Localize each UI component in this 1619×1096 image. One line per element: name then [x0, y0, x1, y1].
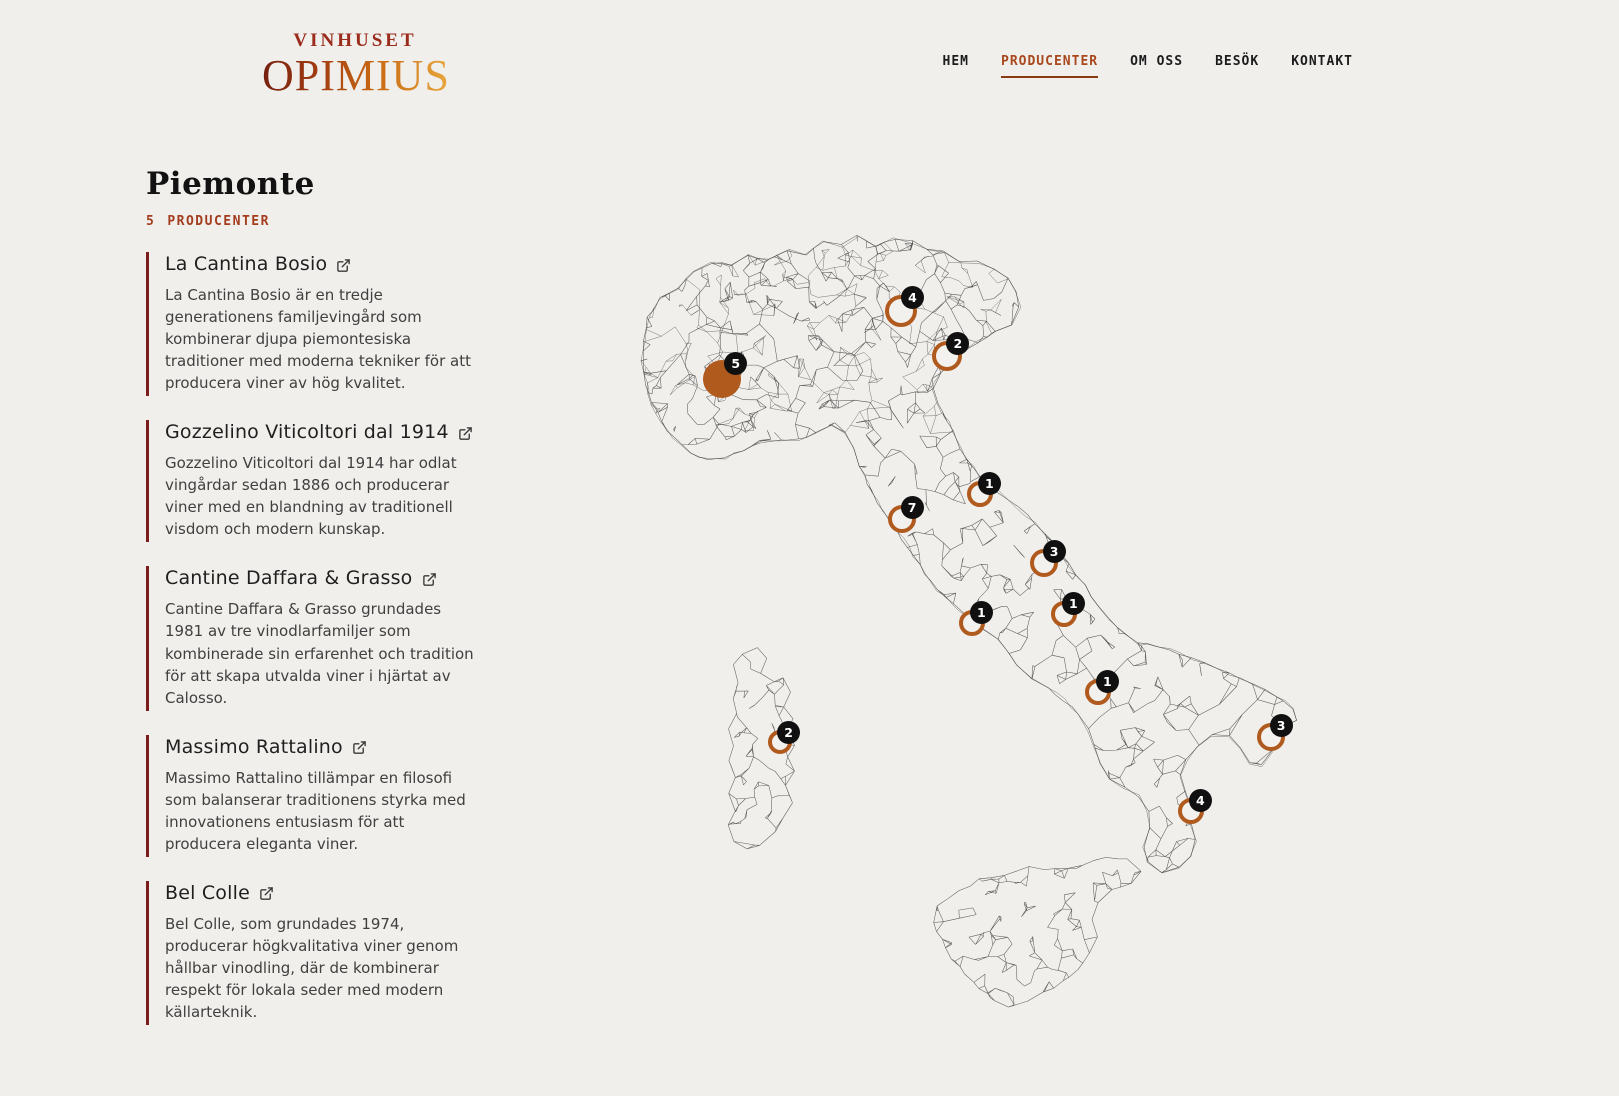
marker-count-badge[interactable]: 5	[724, 352, 747, 375]
producer-link[interactable]	[165, 253, 482, 275]
producer-count	[146, 214, 482, 229]
main-nav	[943, 54, 1353, 78]
marker-count-badge[interactable]: 1	[1062, 592, 1085, 615]
producer-link[interactable]	[165, 882, 482, 904]
producer-name: Bel Colle	[165, 881, 250, 904]
producer-count-label: PRODUCENTER	[167, 214, 270, 229]
italy-road-map	[620, 228, 1360, 1048]
producer-description: Bel Colle, som grundades 1974, producerar högkvalitativa viner genom hållbar vinodling, där de kombinerar respekt för lokala seder med modern källarteknik.	[165, 914, 459, 1022]
brand-logo[interactable]	[262, 30, 448, 98]
marker-count-badge[interactable]: 7	[901, 496, 924, 519]
road-network-lines	[934, 857, 1141, 1007]
producer-count-number: 5	[146, 214, 156, 229]
marker-count-badge[interactable]: 2	[946, 332, 969, 355]
external-link-icon	[259, 886, 274, 901]
producer-name: Cantine Daffara & Grasso	[165, 567, 413, 590]
marker-count-badge[interactable]: 1	[978, 472, 1001, 495]
producer-card	[146, 735, 482, 857]
producer-description: Gozzelino Viticoltori dal 1914 har odlat vingårdar sedan 1886 och producerar viner med en blandning av traditionell visdom och modern kunskap.	[165, 454, 457, 539]
brand-line1: VINHUSET	[293, 30, 417, 51]
external-link-icon	[352, 740, 367, 755]
marker-count-badge[interactable]: 2	[777, 721, 800, 744]
marker-count-badge[interactable]: 3	[1043, 540, 1066, 563]
producer-name: Gozzelino Viticoltori dal 1914	[165, 421, 449, 444]
external-link-icon	[336, 258, 351, 273]
road-network-lines	[643, 235, 1296, 872]
region-panel	[146, 166, 482, 1049]
marker-count-badge[interactable]: 1	[1096, 670, 1119, 693]
producer-card	[146, 420, 482, 542]
nav-item-om-oss[interactable]: OM OSS	[1130, 54, 1184, 69]
road-network-lines	[641, 236, 1297, 873]
nav-item-producenter[interactable]: PRODUCENTER	[1001, 54, 1098, 78]
producer-name: La Cantina Bosio	[165, 253, 328, 275]
producer-description: Massimo Rattalino tillämpar en filosofi som balanserar traditionens styrka med innovationens entusiasm för att producera eleganta viner.	[165, 768, 466, 853]
marker-count-badge[interactable]: 4	[901, 286, 924, 309]
external-link-icon	[458, 426, 473, 441]
producer-card	[146, 252, 482, 396]
marker-count-badge[interactable]: 4	[1189, 789, 1212, 812]
nav-item-besok[interactable]: BESÖK	[1215, 54, 1260, 69]
producer-name: Massimo Rattalino	[165, 735, 343, 758]
external-link-icon	[422, 572, 437, 587]
producer-card	[146, 881, 482, 1025]
page-title: Piemonte	[146, 166, 315, 202]
producer-description: Cantine Daffara & Grasso grundades 1981 av tre vinodlarfamiljer som kombinerade sin erfarenhet och tradition för att skapa utvalda viner i hjärtat av Calosso.	[165, 600, 474, 707]
producer-list	[146, 252, 482, 1025]
producer-link[interactable]	[165, 567, 482, 589]
producer-description: La Cantina Bosio är en tredje generationens familjevingård som kombinerar djupa piemontesiska traditioner med moderna tekniker för att producera viner av hög kvalitet.	[165, 286, 471, 393]
producer-link[interactable]	[165, 736, 482, 758]
nav-item-kontakt[interactable]: KONTAKT	[1291, 54, 1353, 69]
marker-count-badge[interactable]: 3	[1270, 714, 1293, 737]
site-header	[0, 0, 1619, 112]
producer-card	[146, 566, 482, 710]
marker-count-badge[interactable]: 1	[970, 601, 993, 624]
producer-link[interactable]	[165, 421, 482, 443]
brand-line2: OPIMIUS	[262, 51, 450, 100]
nav-item-hem[interactable]: HEM	[942, 54, 969, 69]
